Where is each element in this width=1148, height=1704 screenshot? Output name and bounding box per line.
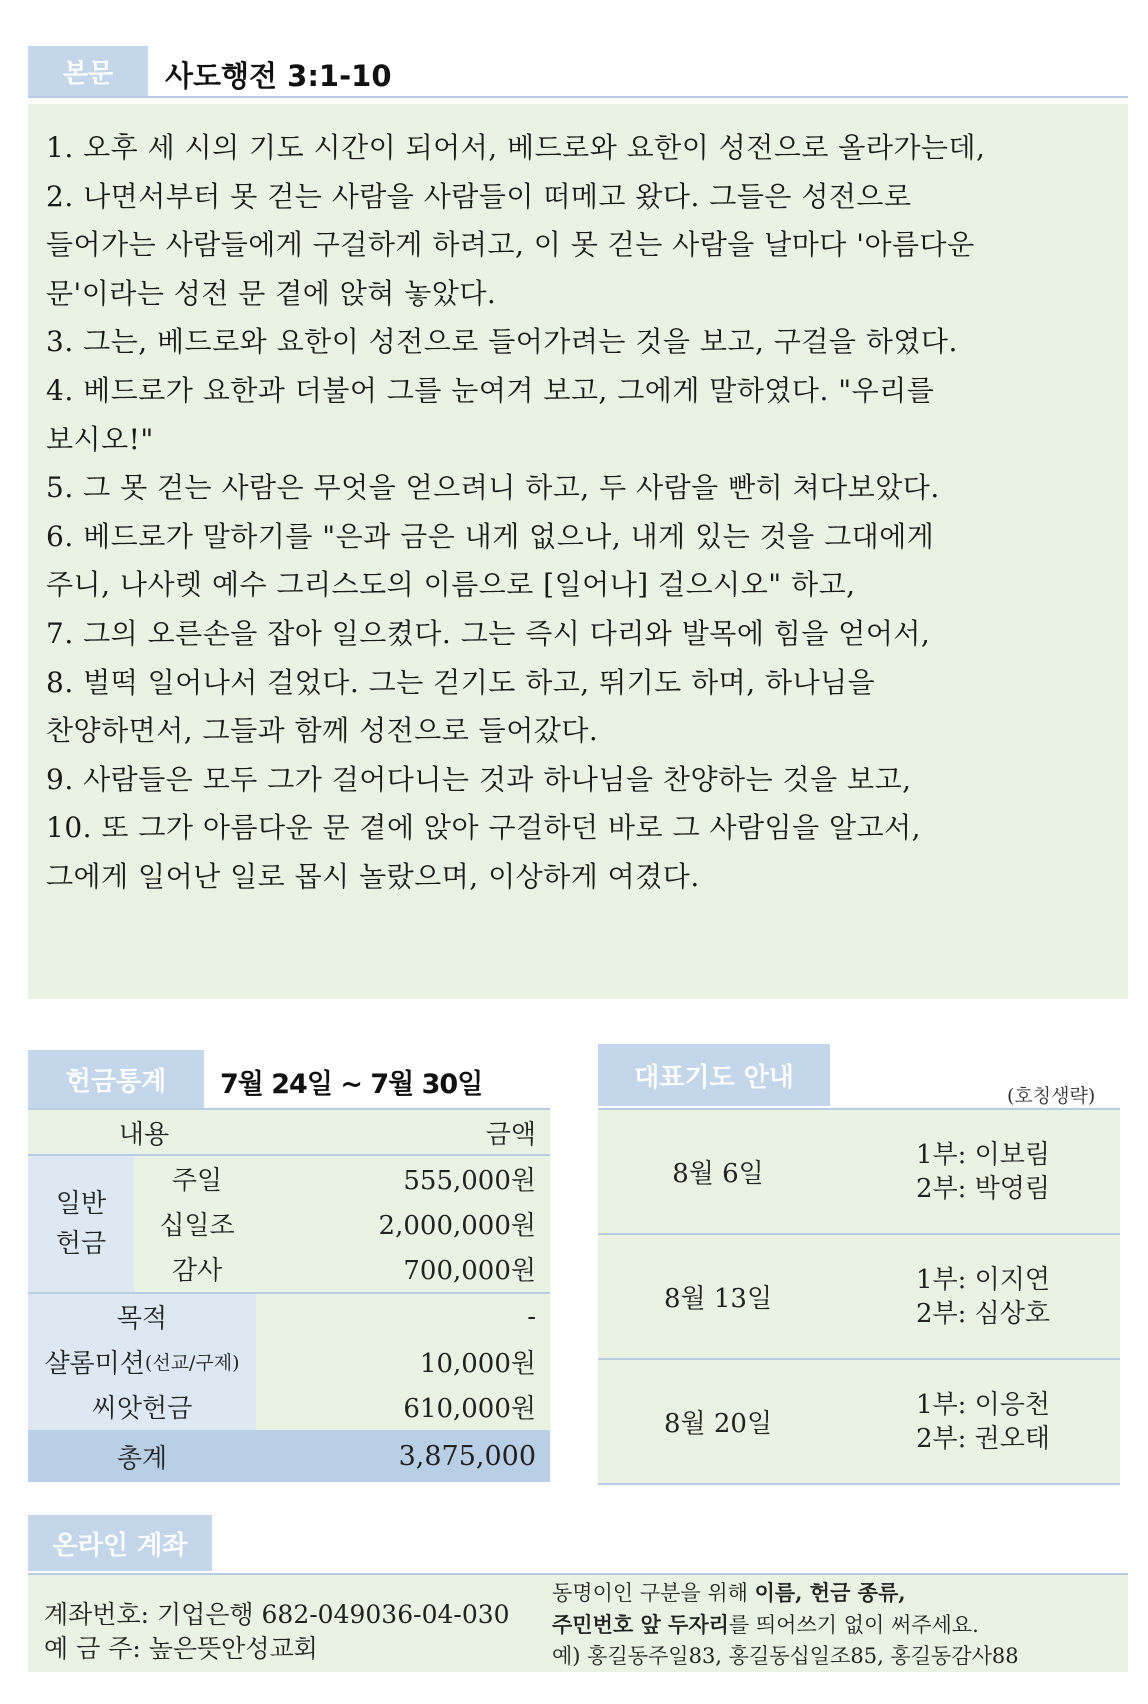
other-offering-label-note: (선교/구제) [144, 1352, 240, 1374]
account-holder: 예 금 주: 높은뜻안성교회 [44, 1634, 318, 1663]
prayer-second-service: 2부: 박영림 [916, 1174, 1051, 1204]
offering-total-row [28, 1430, 550, 1482]
account-note [552, 1577, 1019, 1672]
scripture-line: 보시오!" [46, 422, 154, 456]
scripture-line: 6. 베드로가 말하기를 "은과 금은 내게 없으나, 내게 있는 것을 그대에게 [46, 519, 935, 553]
prayer-names [916, 1138, 1050, 1206]
scripture-line: 주니, 나사렛 예수 그리스도의 이름으로 [일어나] 걸으시오" 하고, [46, 568, 856, 602]
other-offering-amount: 610,000원 [403, 1394, 536, 1424]
other-offering-label: 씨앗헌금 [91, 1394, 193, 1424]
scripture-line: 10. 또 그가 아름다운 문 곁에 앉아 구걸하던 바로 그 사람임을 알고서, [46, 811, 922, 845]
scripture-header-rule [28, 96, 1128, 98]
scripture-text [46, 124, 1116, 902]
account-note-line1-text: 동명이인 구분을 위해 [552, 1581, 755, 1605]
offering-header-amount: 금액 [485, 1119, 536, 1150]
other-offering-label: 샬롬미션 [44, 1349, 145, 1379]
scripture-line: 1. 오후 세 시의 기도 시간이 되어서, 베드로와 요한이 성전으로 올라가는데, [46, 131, 986, 164]
scripture-line: 7. 그의 오른손을 잡아 일으켰다. 그는 즉시 다리와 발목에 힘을 얻어서, [46, 616, 931, 650]
prayer-names [916, 1388, 1050, 1456]
account-tab [28, 1515, 212, 1571]
account-number: 계좌번호: 기업은행 682-049036-04-030 [44, 1600, 510, 1629]
scripture-line: 9. 사람들은 모두 그가 걸어다니는 것과 하나님을 찬양하는 것을 보고, [46, 762, 912, 796]
account-note-line2-text: 를 띄어쓰기 없이 써주세요. [728, 1613, 979, 1637]
general-offering-row [28, 1246, 550, 1291]
prayer-row [598, 1360, 1120, 1485]
other-offering-label: 목적 [116, 1304, 168, 1334]
prayer-names [916, 1263, 1050, 1331]
prayer-first-service: 1부: 이응천 [916, 1390, 1051, 1420]
scripture-line: 문'이라는 성전 문 곁에 앉혀 놓았다. [46, 276, 497, 310]
account-panel [28, 1573, 1128, 1672]
general-offering-label: 일반 헌금 [28, 1156, 134, 1292]
scripture-line: 2. 나면서부터 못 걷는 사람을 사람들이 떠메고 왔다. 그들은 성전으로 [46, 179, 912, 213]
scripture-line: 들어가는 사람들에게 구걸하게 하려고, 이 못 걷는 사람을 날마다 '아름다운 [46, 228, 975, 262]
other-offering-row [28, 1384, 550, 1429]
prayer-date: 8월 13일 [663, 1284, 773, 1314]
scripture-line: 찬양하면서, 그들과 함께 성전으로 들어갔다. [46, 714, 599, 748]
other-offering-label-cell [28, 1384, 256, 1429]
prayer-row [598, 1110, 1120, 1235]
offering-header-item: 내용 [118, 1119, 170, 1150]
prayer-second-service: 2부: 권오태 [916, 1424, 1051, 1454]
general-offering-row [28, 1201, 550, 1246]
prayer-tab-label: 대표기도 안내 [634, 1062, 794, 1093]
prayer-row [598, 1235, 1120, 1360]
scripture-tab-label: 본문 [62, 58, 114, 89]
other-offering-amount: - [527, 1301, 536, 1332]
account-note-line2 [552, 1609, 1019, 1641]
general-offering-label: 감사 [171, 1256, 223, 1286]
prayer-first-service: 1부: 이지연 [916, 1265, 1051, 1295]
offering-period: 7월 24일 ~ 7월 30일 [220, 1069, 483, 1100]
prayer-date: 8월 20일 [663, 1409, 773, 1439]
scripture-tab [28, 46, 148, 96]
offering-header-row [28, 1110, 550, 1156]
general-offering-amount: 2,000,000원 [378, 1211, 536, 1241]
other-offering-row [28, 1294, 550, 1339]
account-note-line2-bold: 주민번호 앞 두자리 [552, 1612, 729, 1637]
account-tab-label: 온라인 계좌 [52, 1530, 188, 1561]
prayer-first-service: 1부: 이보림 [916, 1140, 1051, 1170]
prayer-note: (호칭생략) [1007, 1085, 1096, 1107]
general-offering-amount: 555,000원 [403, 1166, 536, 1196]
offering-total-amount: 3,875,000 [398, 1440, 536, 1472]
account-note-line1 [552, 1577, 1019, 1609]
scripture-reference: 사도행전 3:1-10 [165, 59, 392, 93]
general-offering-amount: 700,000원 [403, 1256, 536, 1286]
prayer-date: 8월 6일 [672, 1159, 764, 1189]
scripture-line: 4. 베드로가 요한과 더불어 그를 눈여겨 보고, 그에게 말하였다. "우리를 [46, 373, 935, 407]
other-offering-amount: 10,000원 [419, 1349, 536, 1379]
account-note-line1-bold: 이름, 헌금 종류, [754, 1580, 906, 1605]
offering-tab-label: 헌금통계 [65, 1066, 167, 1097]
offering-total-label: 총계 [116, 1443, 168, 1474]
prayer-tab [598, 1044, 830, 1106]
general-offering-label: 주일 [171, 1166, 223, 1196]
prayer-second-service: 2부: 심상호 [916, 1299, 1051, 1329]
scripture-line: 8. 벌떡 일어나서 걸었다. 그는 걷기도 하고, 뛰기도 하며, 하나님을 [46, 665, 876, 699]
scripture-line: 5. 그 못 걷는 사람은 무엇을 얻으려니 하고, 두 사람을 빤히 쳐다보았다. [46, 471, 940, 505]
other-offering-label-cell [28, 1339, 256, 1384]
other-offering-row [28, 1339, 550, 1384]
offering-tab [28, 1050, 204, 1108]
other-offering-label-cell [28, 1294, 256, 1339]
general-offering-label: 십일조 [159, 1211, 235, 1241]
account-note-example: 예) 홍길동주일83, 홍길동십일조85, 홍길동감사88 [552, 1644, 1019, 1668]
general-offering-row [28, 1156, 550, 1201]
scripture-line: 그에게 일어난 일로 몹시 놀랐으며, 이상하게 여겼다. [46, 859, 700, 893]
scripture-line: 3. 그는, 베드로와 요한이 성전으로 들어가려는 것을 보고, 구걸을 하였다. [46, 325, 958, 359]
